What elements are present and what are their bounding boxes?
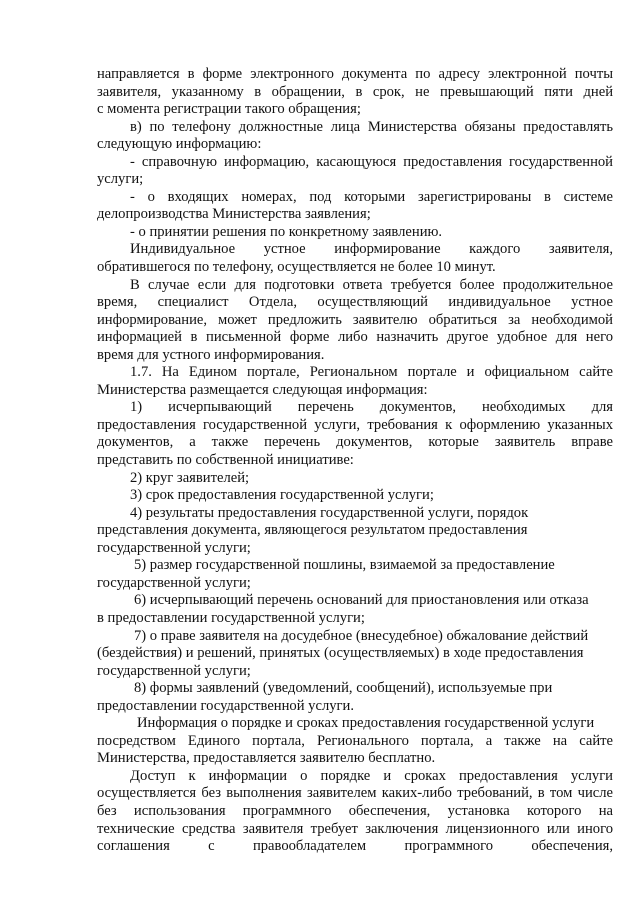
text-line: В случае если для подготовки ответа требуется более продолжительное <box>130 276 613 293</box>
text-line: 1) исчерпывающий перечень документов, необходимых для <box>130 399 613 416</box>
text-line: услуги; <box>97 171 144 188</box>
text-line: 5) размер государственной пошлины, взимаемой за предоставление <box>134 557 555 574</box>
text-line: соглашения с правообладателем программного обеспечения, <box>97 838 613 855</box>
text-line: - о принятии решения по конкретному заявлению. <box>130 223 443 240</box>
text-line: 4) результаты предоставления государственной услуги, порядок <box>130 504 529 521</box>
text-line: Индивидуальное устное информирование каждого заявителя, <box>130 241 613 258</box>
text-line: заявителя, указанному в обращении, в срок, не превышающий пяти дней <box>97 83 613 100</box>
text-line: делопроизводства Министерства заявления; <box>97 206 371 223</box>
text-line: государственной услуги; <box>97 662 251 679</box>
text-line: 1.7. На Едином портале, Региональном портале и официальном сайте <box>130 364 613 381</box>
text-line: предоставления государственной услуги, требования к оформлению указанных <box>97 416 613 433</box>
text-line: в предоставлении государственной услуги; <box>97 609 365 626</box>
text-line: следующую информацию: <box>97 136 262 153</box>
text-line: документов, а также перечень документов, которые заявитель вправе <box>97 434 613 451</box>
text-line: время для устного информирования. <box>97 346 325 363</box>
text-line: 8) формы заявлений (уведомлений, сообщений), используемые при <box>134 680 553 697</box>
text-line: время, специалист Отдела, осуществляющий индивидуальное устное <box>97 294 613 311</box>
text-line: 2) круг заявителей; <box>130 469 250 486</box>
text-line: посредством Единого портала, Регионального портала, а также на сайте <box>97 732 613 749</box>
text-line: 6) исчерпывающий перечень оснований для приостановления или отказа <box>134 592 589 609</box>
text-line: представления документа, являющегося результатом предоставления <box>97 522 528 539</box>
text-line: технические средства заявителя требует заключения лицензионного или иного <box>97 820 613 837</box>
text-line: обратившегося по телефону, осуществляется не более 10 минут. <box>97 259 496 276</box>
text-line: осуществляется без выполнения заявителем каких-либо требований, в том числе <box>97 785 613 802</box>
text-line: предоставлении государственной услуги. <box>97 697 354 714</box>
text-line: - справочную информацию, касающуюся предоставления государственной <box>130 153 613 170</box>
text-line: представить по собственной инициативе: <box>97 452 354 469</box>
text-line: Доступ к информации о порядке и сроках предоставления услуги <box>130 767 613 784</box>
text-line: Министерства размещается следующая информация: <box>97 381 428 398</box>
document-text <box>97 66 613 856</box>
text-line: государственной услуги; <box>97 539 251 556</box>
text-line: информирование, может предложить заявителю обратиться за необходимой <box>97 311 613 328</box>
text-line: информацией в письменной форме либо назначить другое удобное для него <box>97 329 613 346</box>
text-line: с момента регистрации такого обращения; <box>97 101 361 118</box>
text-line: (бездействия) и решений, принятых (осуществляемых) в ходе предоставления <box>97 645 584 662</box>
text-line: направляется в форме электронного документа по адресу электронной почты <box>97 66 613 82</box>
text-line: Министерства, предоставляется заявителю бесплатно. <box>97 750 436 767</box>
text-line: Информация о порядке и сроках предоставления государственной услуги <box>137 715 595 732</box>
text-line: - о входящих номерах, под которыми зарегистрированы в системе <box>130 188 613 205</box>
text-line: без использования программного обеспечения, установка которого на <box>97 802 613 819</box>
text-line: в) по телефону должностные лица Министерства обязаны предоставлять <box>130 118 613 135</box>
text-line: 7) о праве заявителя на досудебное (внесудебное) обжалование действий <box>134 627 589 644</box>
text-line: государственной услуги; <box>97 574 251 591</box>
text-line: 3) срок предоставления государственной услуги; <box>130 487 434 504</box>
